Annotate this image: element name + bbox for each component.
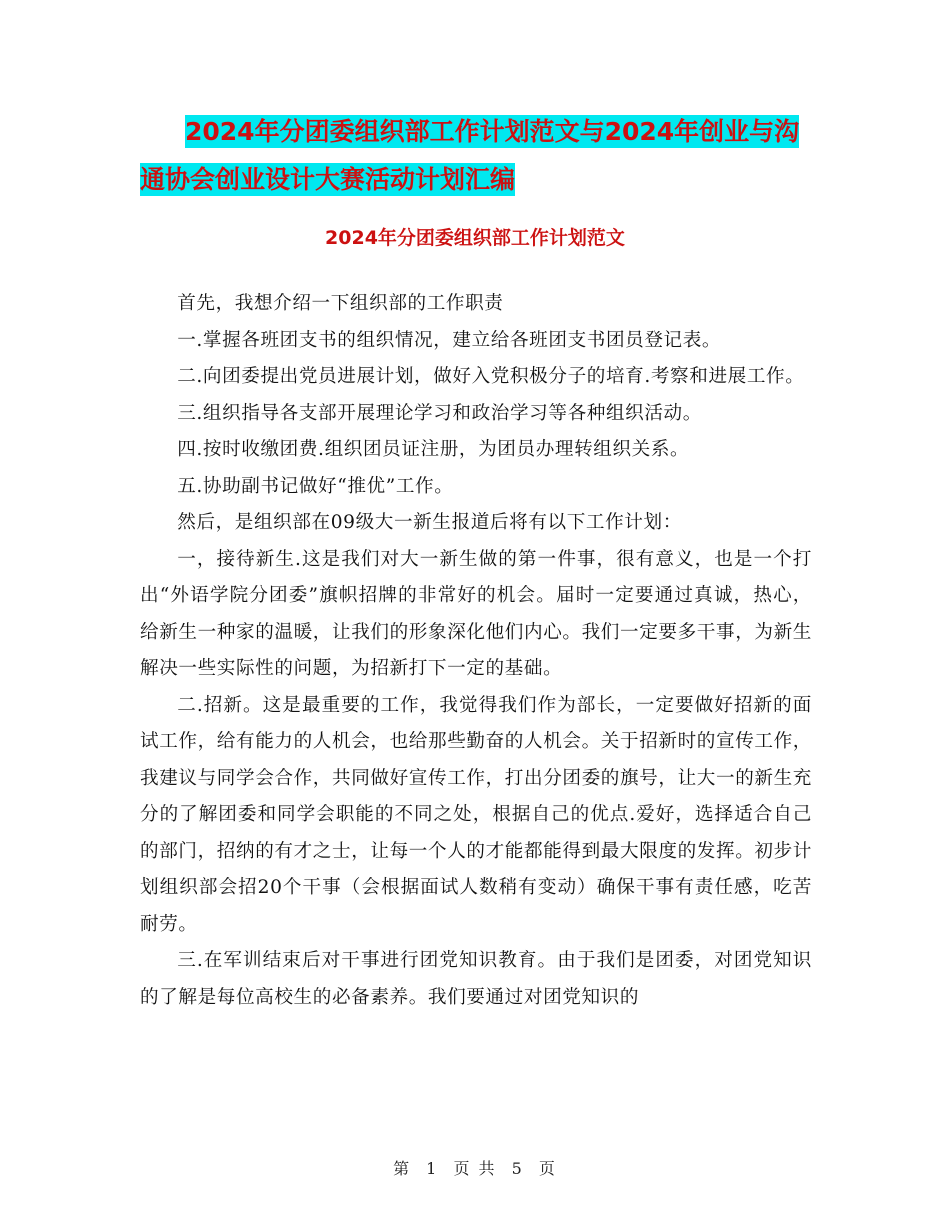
- page-footer: [0, 1156, 950, 1179]
- document-title-line-2: 通协会创业设计大赛活动计划汇编: [140, 165, 516, 194]
- page-suffix: 页: [538, 1159, 557, 1178]
- document-title: [140, 108, 820, 204]
- page-total: 5: [511, 1159, 524, 1178]
- paragraph: 一.掌握各班团支书的组织情况，建立给各班团支书团员登记表。: [177, 329, 722, 351]
- paragraph: 四.按时收缴团费.组织团员证注册，为团员办理转组织关系。: [177, 439, 690, 460]
- document-title-line-1: 2024年分团委组织部工作计划范文与2024年创业与沟: [185, 117, 800, 146]
- paragraph: 二.招新。这是最重要的工作，我觉得我们作为部长，一定要做好招新的面试工作，给有能力的人机会，也给那些勤奋的人机会。关于招新时的宣传工作，我建议与同学会合作，共同做好宣传工作，打出分团委的旗号，让大一的新生充分的了解团委和同学会职能的不同之处，根据自己的优点.爱好，选择适合自己的部门，招纳的有才之士，让每一个人的才能都能得到最大限度的发挥。初步计划组织部会招20个干事（会根据面试人数稍有变动）确保干事有责任感，吃苦耐劳。: [140, 694, 812, 935]
- paragraph: 然后，是组织部在09级大一新生报道后将有以下工作计划：: [177, 512, 682, 533]
- paragraph: 首先，我想介绍一下组织部的工作职责: [177, 293, 504, 314]
- paragraph: 二.向团委提出党员进展计划，做好入党积极分子的培育.考察和进展工作。: [177, 366, 805, 387]
- paragraph: 三.组织指导各支部开展理论学习和政治学习等各种组织活动。: [177, 402, 702, 424]
- paragraph: 五.协助副书记做好“推优”工作。: [177, 475, 454, 497]
- page-mid: 页 共: [453, 1159, 497, 1178]
- section-title: 2024年分团委组织部工作计划范文: [325, 227, 625, 249]
- paragraph: 三.在军训结束后对干事进行团党知识教育。由于我们是团委，对团党知识的了解是每位高校生的必备素养。我们要通过对团党知识的: [140, 950, 812, 1008]
- document-body: [140, 286, 812, 1016]
- page-prefix: 第: [393, 1159, 412, 1178]
- page-number: 1: [426, 1159, 439, 1178]
- paragraph: 一，接待新生.这是我们对大一新生做的第一件事，很有意义，也是一个打出“外语学院分团委”旗帜招牌的非常好的机会。届时一定要通过真诚，热心，给新生一种家的温暖，让我们的形象深化他们内心。我们一定要多干事，为新生解决一些实际性的问题，为招新打下一定的基础。: [140, 548, 812, 679]
